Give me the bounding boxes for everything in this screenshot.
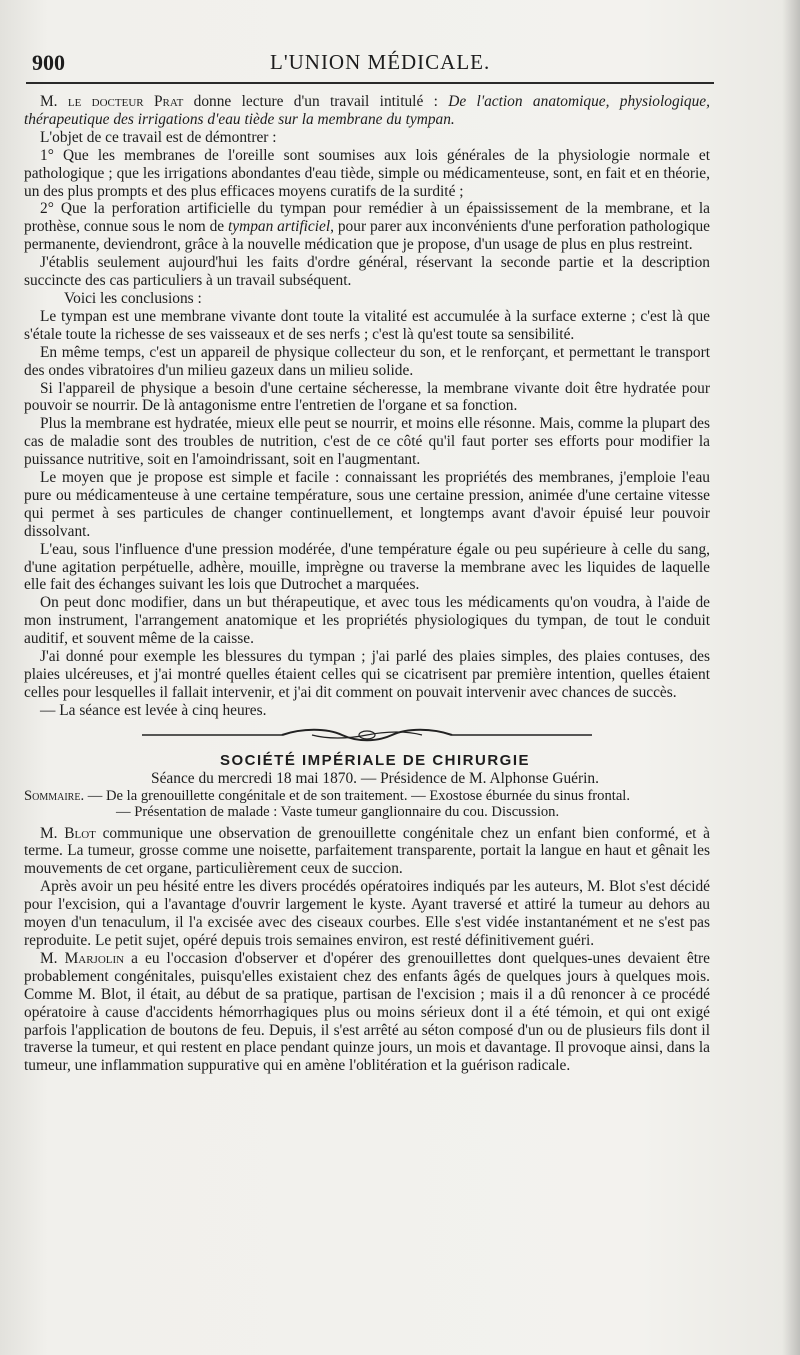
ornament-divider bbox=[142, 724, 592, 746]
paragraph: Plus la membrane est hydratée, mieux elle peut se nourrir, et moins elle résonne. Mais, comme la plupart des cas de maladie sont des troubles de nutrition, c'est de ce côté qu'il faut porter ses efforts pour modifier la puissance nutritive, soit en l'amoindrissant, soit en l'augmentant. bbox=[24, 415, 710, 469]
sommaire bbox=[24, 788, 710, 821]
blot-followup: Après avoir un peu hésité entre les divers procédés opératoires indiqués par les auteurs, M. Blot s'est décidé pour l'excision, qui a l'avantage d'ouvrir largement le kyste. Ayant traversé et attiré la tumeur au dehors au moyen d'un tenaculum, il l'a excisée avec des ciseaux courbes. Elle s'est vidée instantanément et ne s'est pas reproduite. Le petit sujet, opéré depuis trois semaines environ, est resté définitivement guéri. bbox=[24, 878, 710, 949]
paragraph: J'ai donné pour exemple les blessures du tympan ; j'ai parlé des plaies simples, des plaies contuses, des plaies ulcéreuses, et j'ai montré quelles étaient celles qui se cicatrisent par première intention, quelles étaient celles pour lesquelles il fallait intervenir, et j'ai dit comment on pouvait intervenir avec chances de succès. bbox=[24, 648, 710, 701]
page-edge-shadow bbox=[782, 0, 800, 1355]
paragraph-italic: tympan artificiel bbox=[227, 218, 331, 236]
paragraph: En même temps, c'est un appareil de physique collecteur du son, et le renforçant, et permettant le transport des ondes vibratoires d'un milieu gazeux dans un milieu solide. bbox=[24, 343, 710, 379]
paragraph: Voici les conclusions : bbox=[64, 289, 202, 307]
sommaire-line2: — Présentation de malade : Vaste tumeur ganglionnaire du cou. Discussion. bbox=[116, 804, 560, 821]
blot-paragraph bbox=[24, 825, 710, 879]
paragraph: 1° Que les membranes de l'oreille sont soumises aux lois générales de la physiologie normale et pathologique ; que les irrigations abondantes d'eau tiède, simple ou médicamenteuse, sont, en fait et en théorie, un des plus prompts et des plus efficaces moyens curatifs de la surdité ; bbox=[24, 146, 710, 200]
marjolin-text: a eu l'occasion d'observer et d'opérer des grenouillettes dont quelques-unes devaient être probablement congénitales, puisqu'elles existaient chez des enfants âgés de quelques jours à quelques mois. Comme M. Blot, il était, au début de sa pratique, partisan de l'excision ; mais il a dû renoncer à ce procédé opératoire à cause d'accidents hémorrhagiques plus ou moins sérieux dont il a été témoin, et qui ont exigé parfois l'application de boutons de feu. Depuis, il s'est arrêté au séton composé d'un ou de plusieurs fils dont il traverse la tumeur, et qui restent en place pendant quinze jours, un mois et davantage. Il provoque ainsi, dans la tumeur, une inflammation suppurative qui en amène l'oblitération et la guérison radicale. bbox=[24, 949, 710, 1075]
society-title: SOCIÉTÉ IMPÉRIALE DE CHIRURGIE bbox=[219, 751, 531, 769]
sommaire-line1: — De la grenouillette congénitale et de son traitement. — Exostose éburnée du sinus frontal. bbox=[84, 787, 630, 804]
seance-line: Séance du mercredi 18 mai 1870. — Présidence de M. Alphonse Guérin. bbox=[151, 769, 599, 787]
intro-paragraph bbox=[24, 93, 710, 129]
marjolin-paragraph bbox=[24, 950, 710, 1075]
page-header bbox=[22, 50, 730, 80]
paragraph: Le tympan est une membrane vivante dont toute la vitalité est accumulée à la surface externe ; c'est là que s'étale toute la richesse de ses vaisseaux et de ses nerfs ; c'est là qu'est toute sa sensibilité. bbox=[24, 307, 710, 343]
running-title: L'UNION MÉDICALE. bbox=[270, 50, 491, 74]
paragraph-part: 2° Que la perforation artificielle du tympan pour remédier à un épaississement de la membrane, et la prothèse, connue sous le nom de bbox=[24, 200, 710, 236]
paragraph-part: , pour parer aux inconvénients d'une perforation pathologique permanente, deviendront, grâce à la nouvelle médication que je propose, d'un usage de plus en plus restreint. bbox=[24, 218, 710, 254]
paragraph: L'objet de ce travail est de démontrer : bbox=[40, 128, 277, 146]
paragraph: J'établis seulement aujourd'hui les faits d'ordre général, réservant la seconde partie et la description succincte des cas particuliers à un travail subséquent. bbox=[24, 254, 710, 290]
intro-title: De l'action anatomique, physiologique, thérapeutique des irrigations d'eau tiède sur la membrane du tympan. bbox=[24, 93, 710, 128]
paragraph: L'eau, sous l'influence d'une pression modérée, d'une température égale ou peu supérieure à celle du sang, d'une agitation perpétuelle, adhère, mouille, imprègne ou traverse la membrane avec les liquides de laquelle elle fait des échanges suivant les lois que Dutrochet a marquées. bbox=[24, 540, 710, 594]
paragraph bbox=[24, 200, 710, 254]
intro-speaker: M. le docteur Prat bbox=[40, 93, 184, 110]
sommaire-label: Sommaire. bbox=[24, 787, 85, 804]
header-rule bbox=[26, 82, 714, 84]
session-closing: — La séance est levée à cinq heures. bbox=[40, 701, 267, 719]
paragraph: Si l'appareil de physique a besoin d'une certaine sécheresse, la membrane vivante doit être hydratée pour pouvoir se nourrir. De là antagonisme entre l'entretien de l'organe et sa fonction. bbox=[24, 379, 710, 415]
paragraph: On peut donc modifier, dans un but thérapeutique, et avec tous les médicaments qu'on voudra, à l'aide de mon instrument, l'arrangement anatomique et les propriétés physiologiques du tympan, de tout le conduit auditif, et souvent même de la caisse. bbox=[24, 594, 710, 648]
intro-lead: donne lecture d'un travail intitulé : bbox=[183, 93, 449, 110]
blot-speaker: M. Blot bbox=[40, 824, 96, 842]
paragraph: Le moyen que je propose est simple et facile : connaissant les propriétés des membranes, j'emploie l'eau pure ou médicamenteuse à une certaine température, sous une certaine pression, animée d'une certaine vitesse qui permet à ses particules de changer continuellement, et longtemps avant d'avoir épuisé leur pouvoir dissolvant. bbox=[24, 469, 710, 540]
page-number: 900 bbox=[32, 50, 65, 75]
marjolin-speaker: M. Marjolin bbox=[40, 949, 125, 967]
article-body bbox=[24, 93, 710, 1075]
blot-text: communique une observation de grenouillette congénitale chez un enfant bien conformé, et à terme. La tumeur, grosse comme une noisette, parfaitement transparente, portait la langue en haut et gênait les mouvements de cet organe, particulièrement ceux de succion. bbox=[24, 824, 710, 878]
